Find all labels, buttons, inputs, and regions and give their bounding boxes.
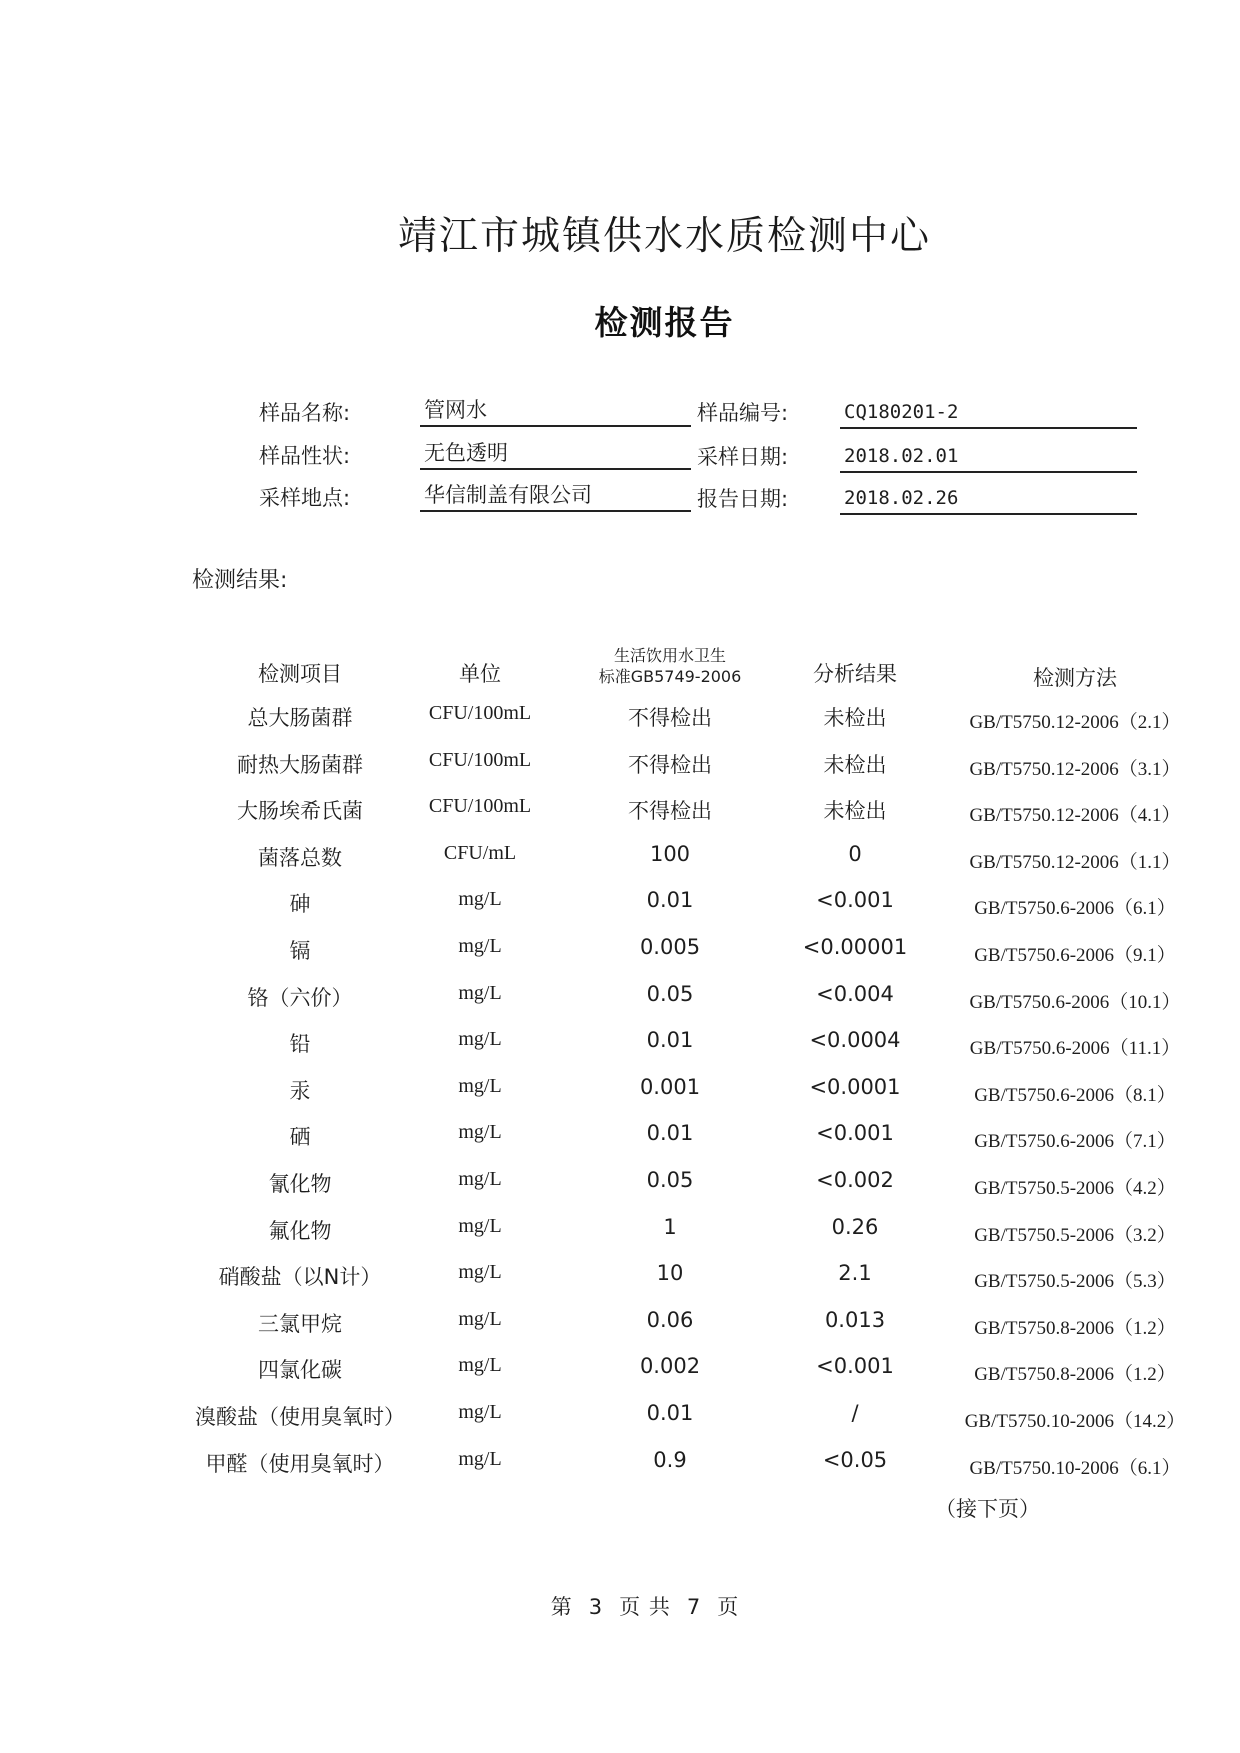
- row-item: 菌落总数: [258, 845, 342, 870]
- table-row: [160, 791, 1181, 838]
- row-unit: mg/L: [458, 1400, 502, 1423]
- row-item: 铬（六价）: [247, 985, 353, 1010]
- col-standard-header-line1: 生活饮用水卫生: [613, 646, 726, 665]
- table-row: [160, 1117, 1176, 1164]
- row-standard: 0.002: [639, 1354, 701, 1379]
- row-standard: 0.01: [646, 1028, 694, 1053]
- row-unit: mg/L: [458, 1354, 502, 1377]
- row-method: GB/T5750.6-2006（9.1）: [974, 944, 1176, 966]
- sampling-location-value: 华信制盖有限公司: [420, 480, 691, 512]
- row-method: GB/T5750.6-2006（6.1）: [974, 898, 1176, 920]
- row-method: GB/T5750.5-2006（4.2）: [974, 1177, 1176, 1199]
- row-item: 甲醛（使用臭氧时）: [205, 1451, 395, 1476]
- row-standard: 不得检出: [628, 706, 712, 730]
- row-result: <0.004: [816, 981, 894, 1006]
- row-unit: mg/L: [458, 1307, 502, 1330]
- report-date-label: 报告日期:: [697, 487, 789, 511]
- row-item: 汞: [289, 1078, 311, 1103]
- row-method: GB/T5750.10-2006（6.1）: [969, 1457, 1181, 1479]
- row-method: GB/T5750.5-2006（3.2）: [974, 1224, 1176, 1246]
- table-row: [160, 978, 1181, 1025]
- row-method: GB/T5750.12-2006（2.1）: [969, 712, 1181, 733]
- row-standard: 1: [663, 1214, 677, 1239]
- row-result: <0.002: [816, 1167, 894, 1192]
- organization-title: 靖江市城镇供水水质检测中心: [397, 214, 931, 259]
- row-result: 0.26: [831, 1214, 879, 1239]
- report-title: 检测报告: [594, 303, 735, 342]
- row-item: 总大肠菌群: [247, 706, 353, 730]
- table-row: [160, 884, 1176, 931]
- row-unit: CFU/100mL: [428, 748, 532, 771]
- row-result: 0.013: [824, 1307, 886, 1332]
- table-row: [160, 1211, 1176, 1258]
- report-date-value: 2018.02.26: [840, 483, 1137, 515]
- row-method: GB/T5750.6-2006（8.1）: [974, 1084, 1176, 1106]
- sample-name-label: 样品名称:: [259, 401, 351, 425]
- row-method: GB/T5750.5-2006（5.3）: [974, 1271, 1176, 1293]
- results-label: 检测结果:: [192, 568, 288, 593]
- row-standard: 0.9: [653, 1447, 687, 1472]
- row-unit: mg/L: [458, 1121, 502, 1144]
- sample-property-label: 样品性状:: [259, 444, 351, 468]
- row-result: <0.001: [816, 1121, 894, 1146]
- table-row: [160, 1257, 1176, 1304]
- table-row: [160, 745, 1181, 792]
- row-item: 四氯化碳: [258, 1358, 342, 1383]
- row-result: <0.001: [816, 888, 894, 913]
- col-unit-header: 单位: [459, 662, 501, 686]
- col-item-header: 检测项目: [258, 662, 342, 686]
- table-row: [160, 1071, 1176, 1118]
- row-item: 溴酸盐（使用臭氧时）: [195, 1404, 405, 1429]
- sample-name-value: 管网水: [420, 395, 691, 427]
- row-standard: 100: [649, 841, 691, 866]
- row-item: 耐热大肠菌群: [237, 752, 363, 777]
- row-result: <0.0004: [809, 1028, 901, 1053]
- row-result: /: [851, 1400, 859, 1425]
- row-standard: 不得检出: [628, 799, 712, 824]
- col-method-header: 检测方法: [1033, 666, 1117, 690]
- row-result: 0: [848, 841, 862, 866]
- row-standard: 不得检出: [628, 752, 712, 777]
- row-unit: CFU/100mL: [428, 795, 532, 818]
- footer-total-pages: 7: [686, 1595, 702, 1619]
- row-method: GB/T5750.8-2006（1.2）: [974, 1364, 1176, 1386]
- continue-note: （接下页）: [935, 1497, 1040, 1521]
- col-standard-header: [550, 645, 790, 687]
- row-result: 未检出: [823, 799, 887, 824]
- row-unit: CFU/mL: [443, 841, 517, 864]
- col-result-header: 分析结果: [813, 662, 897, 686]
- row-method: GB/T5750.6-2006（10.1）: [969, 991, 1181, 1013]
- row-standard: 10: [656, 1261, 684, 1286]
- footer-page-number: 3: [588, 1595, 604, 1619]
- row-item: 硒: [289, 1125, 311, 1150]
- table-row: [160, 1164, 1176, 1211]
- row-unit: mg/L: [458, 1214, 502, 1237]
- sample-id-label: 样品编号:: [697, 401, 789, 425]
- sampling-location-label: 采样地点:: [259, 486, 351, 510]
- row-item: 铅: [289, 1032, 311, 1057]
- row-result: <0.0001: [809, 1074, 901, 1099]
- row-item: 硝酸盐（以N计）: [218, 1265, 382, 1290]
- row-method: GB/T5750.6-2006（7.1）: [974, 1131, 1176, 1153]
- row-unit: mg/L: [458, 1447, 502, 1470]
- row-standard: 0.01: [646, 1400, 694, 1425]
- table-row: [160, 931, 1176, 978]
- row-method: GB/T5750.12-2006（1.1）: [969, 851, 1181, 873]
- table-row: [160, 1024, 1181, 1071]
- row-item: 镉: [289, 938, 311, 963]
- row-unit: mg/L: [458, 1261, 502, 1284]
- row-standard: 0.06: [646, 1307, 694, 1332]
- results-table: [160, 640, 1186, 1490]
- row-item: 砷: [289, 892, 311, 917]
- row-item: 三氯甲烷: [258, 1311, 342, 1336]
- page-footer: [0, 1591, 1240, 1621]
- sample-property-value: 无色透明: [420, 438, 691, 470]
- row-unit: CFU/100mL: [428, 702, 532, 724]
- row-item: 大肠埃希氏菌: [237, 799, 363, 824]
- row-item: 氰化物: [268, 1171, 332, 1196]
- row-result: 2.1: [838, 1261, 872, 1286]
- row-result: 未检出: [823, 706, 887, 730]
- table-header: [160, 640, 1120, 698]
- row-unit: mg/L: [458, 1167, 502, 1190]
- row-method: GB/T5750.8-2006（1.2）: [974, 1317, 1176, 1339]
- row-unit: mg/L: [458, 1074, 502, 1097]
- row-unit: mg/L: [458, 934, 502, 957]
- table-row: [160, 1397, 1186, 1444]
- table-body: [160, 698, 1186, 1490]
- table-row: [160, 698, 1181, 745]
- row-item: 氟化物: [268, 1218, 332, 1243]
- footer-middle: 页 共: [619, 1595, 671, 1619]
- row-unit: mg/L: [458, 981, 502, 1004]
- row-unit: mg/L: [458, 1028, 502, 1051]
- footer-suffix: 页: [717, 1595, 740, 1619]
- footer-prefix: 第: [550, 1595, 573, 1619]
- row-standard: 0.005: [639, 934, 701, 959]
- row-method: GB/T5750.12-2006（3.1）: [969, 758, 1181, 780]
- col-standard-header-line2: 标准GB5749-2006: [598, 667, 742, 686]
- row-result: <0.001: [816, 1354, 894, 1379]
- row-result: <0.05: [822, 1447, 888, 1472]
- row-method: GB/T5750.6-2006（11.1）: [969, 1038, 1181, 1060]
- table-row: [160, 838, 1181, 885]
- row-result: <0.00001: [802, 934, 908, 959]
- row-method: GB/T5750.12-2006（4.1）: [969, 805, 1181, 827]
- sample-id-value: CQ180201-2: [840, 397, 1137, 429]
- sampling-date-value: 2018.02.01: [840, 441, 1137, 473]
- row-result: 未检出: [823, 752, 887, 777]
- table-row: [160, 1350, 1176, 1397]
- sampling-date-label: 采样日期:: [697, 445, 789, 469]
- row-standard: 0.01: [646, 1121, 694, 1146]
- table-row: [160, 1304, 1176, 1351]
- table-row: [160, 1444, 1181, 1491]
- row-standard: 0.001: [639, 1074, 701, 1099]
- row-method: GB/T5750.10-2006（14.2）: [964, 1410, 1186, 1432]
- row-standard: 0.05: [646, 981, 694, 1006]
- row-standard: 0.01: [646, 888, 694, 913]
- row-standard: 0.05: [646, 1167, 694, 1192]
- row-unit: mg/L: [458, 888, 502, 911]
